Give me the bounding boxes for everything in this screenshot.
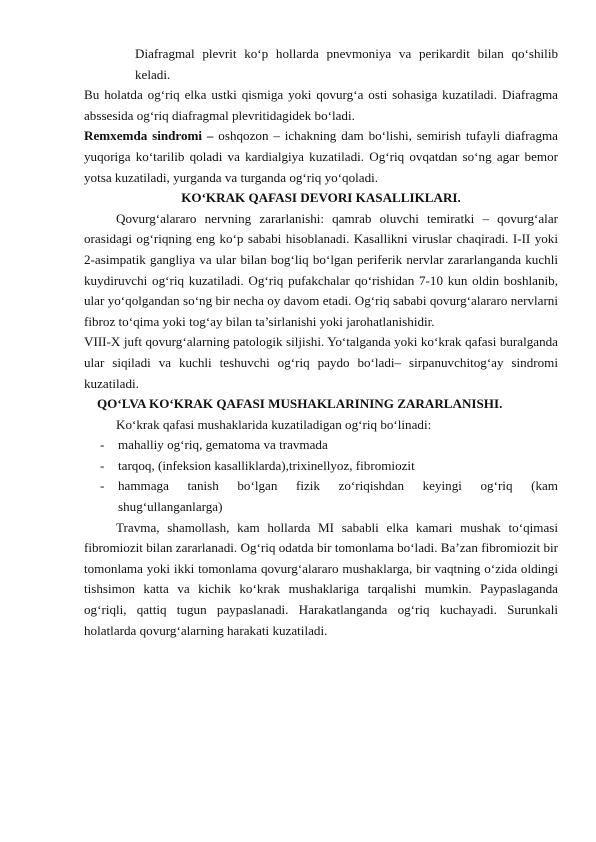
- paragraph-rib-displacement: VIII-X juft qovurg‘alarning patologik siljishi. Yo‘talganda yoki ko‘krak qafasi buralganda ular siqiladi va kuchli teshuvchi og‘riq paydo bo‘ladi– sirpanuvchitog‘ay sindromi kuzatiladi.: [84, 334, 558, 391]
- list-item: [84, 456, 558, 477]
- list-item: [84, 476, 558, 517]
- section-heading-chest-wall: KO‘KRAK QAFASI DEVORI KASALLIKLARI.: [181, 190, 461, 206]
- list-item-text: mahalliy og‘riq, gematoma va travmada: [118, 437, 328, 453]
- paragraph-muscle-pain-intro: Ko‘krak qafasi mushaklarida kuzatiladigan og‘riq bo‘linadi:: [116, 416, 432, 432]
- paragraph-elka-ogriq: Bu holatda og‘riq elka ustki qismiga yoki qovurg‘a osti sohasiga kuzatiladi. Diafragma abssesida og‘riq diafragmal plevritidagidek bo‘ladi.: [84, 87, 558, 123]
- paragraph-diafragmal-plevrit: Diafragmal plevrit ko‘p hollarda pnevmoniya va perikardit bilan qo‘shilib keladi.: [135, 46, 558, 82]
- section-heading-muscles: QO‘LVA KO‘KRAK QAFASI MUSHAKLARINING ZARARLANISHI.: [97, 396, 503, 412]
- paragraph-remxemda: [84, 126, 558, 188]
- remxemda-description: oshqozon – ichakning dam bo‘lishi, semirish tufayli diafragma yuqoriga ko‘tarilib qoladi va kardialgiya kuzatiladi. Og‘riq ovqatdan so‘ng agar bemor yotsa kuzatiladi, yurganda va turganda og‘riq yo‘qoladi.: [84, 128, 558, 185]
- pain-types-list: [84, 435, 558, 517]
- list-item-text: hammaga tanish bo‘lgan fizik zo‘riqishdan keyingi og‘riq (kam shug‘ullanganlarga): [118, 478, 558, 515]
- list-dash-marker: -: [100, 478, 105, 494]
- list-dash-marker: -: [100, 437, 105, 453]
- remxemda-term: Remxemda sindromi –: [84, 128, 214, 144]
- list-dash-marker: -: [100, 457, 105, 473]
- list-item: [84, 435, 558, 456]
- list-item-text: tarqoq, (infeksion kasalliklarda),trixinellyoz, fibromiozit: [118, 457, 415, 473]
- paragraph-intercostal-nerve: Qovurg‘alararo nervning zararlanishi: qamrab oluvchi temiratki – qovurg‘alar orasidagi og‘riqning eng ko‘p sababi hisoblanadi. Kasallikni viruslar chaqiradi. I-II yoki 2-asimpatik gangliya va ular bilan bog‘liq bo‘lgan periferik nervlar zararlanganda kuchli kuydiruvchi og‘riq kuzatiladi. Og‘riq pufakchalar qo‘rishidan 7-10 kun oldin boshlanib, ular yo‘qolgandan so‘ng bir necha oy davom etadi. Og‘riq sababi qovurg‘alararo nervlarni fibroz to‘qima yoki tog‘ay bilan ta’sirlanishi yoki jarohatlanishidir.: [84, 210, 558, 329]
- paragraph-fibromiozit: Travma, shamollash, kam hollarda MI sababli elka kamari mushak to‘qimasi fibromiozit bilan zararlanadi. Og‘riq odatda bir tomonlama bo‘ladi. Ba’zan fibromiozit bir tomonlama yoki ikki tomonlama qovurg‘alararo mushaklarga, bir vaqtning o‘zida oldingi tishsimon katta va kichik ko‘krak mushaklariga tarqalishi mumkin. Paypaslaganda og‘riqli, qattiq tugun paypaslanadi. Harakatlanganda og‘riq kuchayadi. Surunkali holatlarda qovurg‘alarning harakati kuzatiladi.: [84, 519, 558, 638]
- document-page: [84, 44, 558, 641]
